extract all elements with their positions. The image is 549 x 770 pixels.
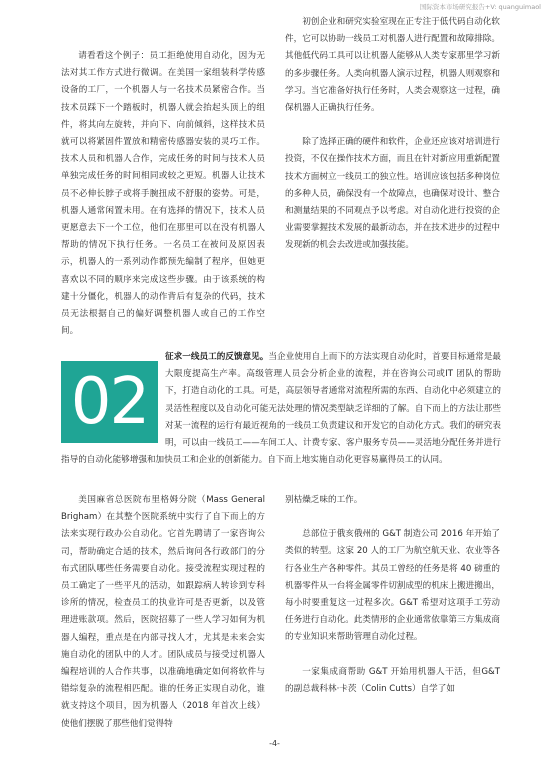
section-number-badge: 02 (61, 361, 158, 443)
section-heading: 征求一线员工的反馈意见。 (165, 352, 269, 362)
left-column-top (61, 48, 265, 340)
left-column-bottom (61, 492, 265, 733)
page-number: -4- (269, 739, 280, 748)
paragraph: 除了选择正确的硬件和软件，企业还应该对培训进行投资，不仅在操作技术方面，而且在针对新应用重新配置技术方面树立一线员工的独立性。培训应该包括多种岗位的多种人员，确保没有一个故障点，也确保对设计、整合和测量结果的不同观点予以考虑。对自动化进行投资的企业需要掌握技术发展的最新动态，并在技术进步的过程中发现新的机会去改进或加强技能。 (285, 137, 500, 251)
paragraph: 一家集成商帮助 G&T 开始用机器人干活，但G&T 的副总裁科林·卡茨（Colin Cutts）自学了如 (285, 666, 500, 694)
paragraph: 别枯燥乏味的工作。 (285, 495, 363, 505)
section-block (61, 349, 501, 469)
paragraph: 初创企业和研究实验室现在正专注于低代码自动化软件，它可以协助一线员工对机器人进行配置和故障排除。其他低代码工具可以让机器人能够从人类专家那里学习新的多步骤任务。人类向机器人演示过程，机器人则观察和学习。当它准备好执行任务时，人类会观察这一过程，确保机器人正确执行任务。 (285, 17, 500, 114)
right-column-top (285, 14, 500, 255)
section-body: 当企业使用自上而下的方法实现自动化时，首要目标通常是最大限度提高生产率。高级管理人员会分析企业的流程，并在咨询公司或IT 团队的帮助下，打造自动化的工具。可是，高层领导者通常对流程所需的东西、自动化中必须建立的灵活性程度以及自动化可能无法处理的情况类型缺乏详细的了解。自下而上的方法让那些对某一流程的运行有最近视角的一线员工负责建议和开发它的自动化方式。我们的研究表明，可以由一线员工——车间工人、计费专家、客户服务专员——灵活地分配任务并进行指导的自动化能够增强和加快员工和企业的创新能力。自下而上地实施自动化更容易赢得员工的认同。 (61, 352, 501, 466)
right-column-bottom (285, 492, 500, 698)
paragraph: 请看看这个例子：员工拒绝使用自动化，因为无法对其工作方式进行微调。在美国一家组装科学传感设备的工厂，一个机器人与一名技术员紧密合作。当技术员踩下一个踏板时，机器人就会抬起头顶上的组件，将其向左旋转，并向下、向前倾斜，这样技术员就可以将紧固件置放和精密传感器安装的灵巧工作。技术人员和机器人合作，完成任务的时间与技术人员单独完成任务的时间相同或较之更短。机器人让技术员不必伸长脖子或将手腕扭成不舒服的姿势。可是，机器人通常闲置未用。在有选择的情况下，技术人员更愿意去下一个工位，他们在那里可以在没有机器人帮助的情况下执行任务。一名员工在被问及原因表示，机器人的一系列动作都预先编制了程序，但她更喜欢以不同的顺序来完成这些步骤。由于该系统的构建十分僵化，机器人的动作背后有复杂的代码，技术员无法根据自己的偏好调整机器人或自己的工作空间。 (61, 51, 265, 337)
badge-spacer (61, 349, 165, 445)
paragraph: 总部位于俄亥俄州的 G&T 制造公司 2016 年开始了类似的转型。这家 20 人的工厂为航空航天业、农业等各行各业生产各种零件。其员工曾经的任务是将 40 磅重的机器零件从一台将金属零件切割成型的机床上搬进搬出，每小时要重复这一过程多次。G&T 希望对这项手工劳动任务进行自动化。此类情形的企业通常依靠第三方集成商的专业知识来帮助管理自动化过程。 (285, 529, 500, 643)
paragraph: 美国麻省总医院布里格姆分院（Mass General Brigham）在其整个医院系统中实行了自下而上的方法来实现行政办公自动化。它首先聘请了一家咨询公司，帮助确定合适的技术，然后询问各行政部门的分布式团队哪些任务需要自动化。接受流程实现过程的员工确定了一些平凡的活动，如跟踪病人转诊到专科诊所的情况，检查员工的执业许可是否更新，以及管理进账款项。然后，医院招募了一些人学习如何为机器人编程，重点是在内部寻找人才，尤其是未来会实施自动化的团队中的人才。团队成员与接受过机器人编程培训的人合作共事，以准确地确定如何将软件与错综复杂的流程相匹配。谁的任务正实现自动化，谁就支持这个项目，因为机器人（2018 年首次上线）使他们摆脱了那些他们觉得特 (61, 495, 265, 729)
watermark-text: 国际资本市场研究报告+V: quanguimaol (419, 3, 541, 11)
